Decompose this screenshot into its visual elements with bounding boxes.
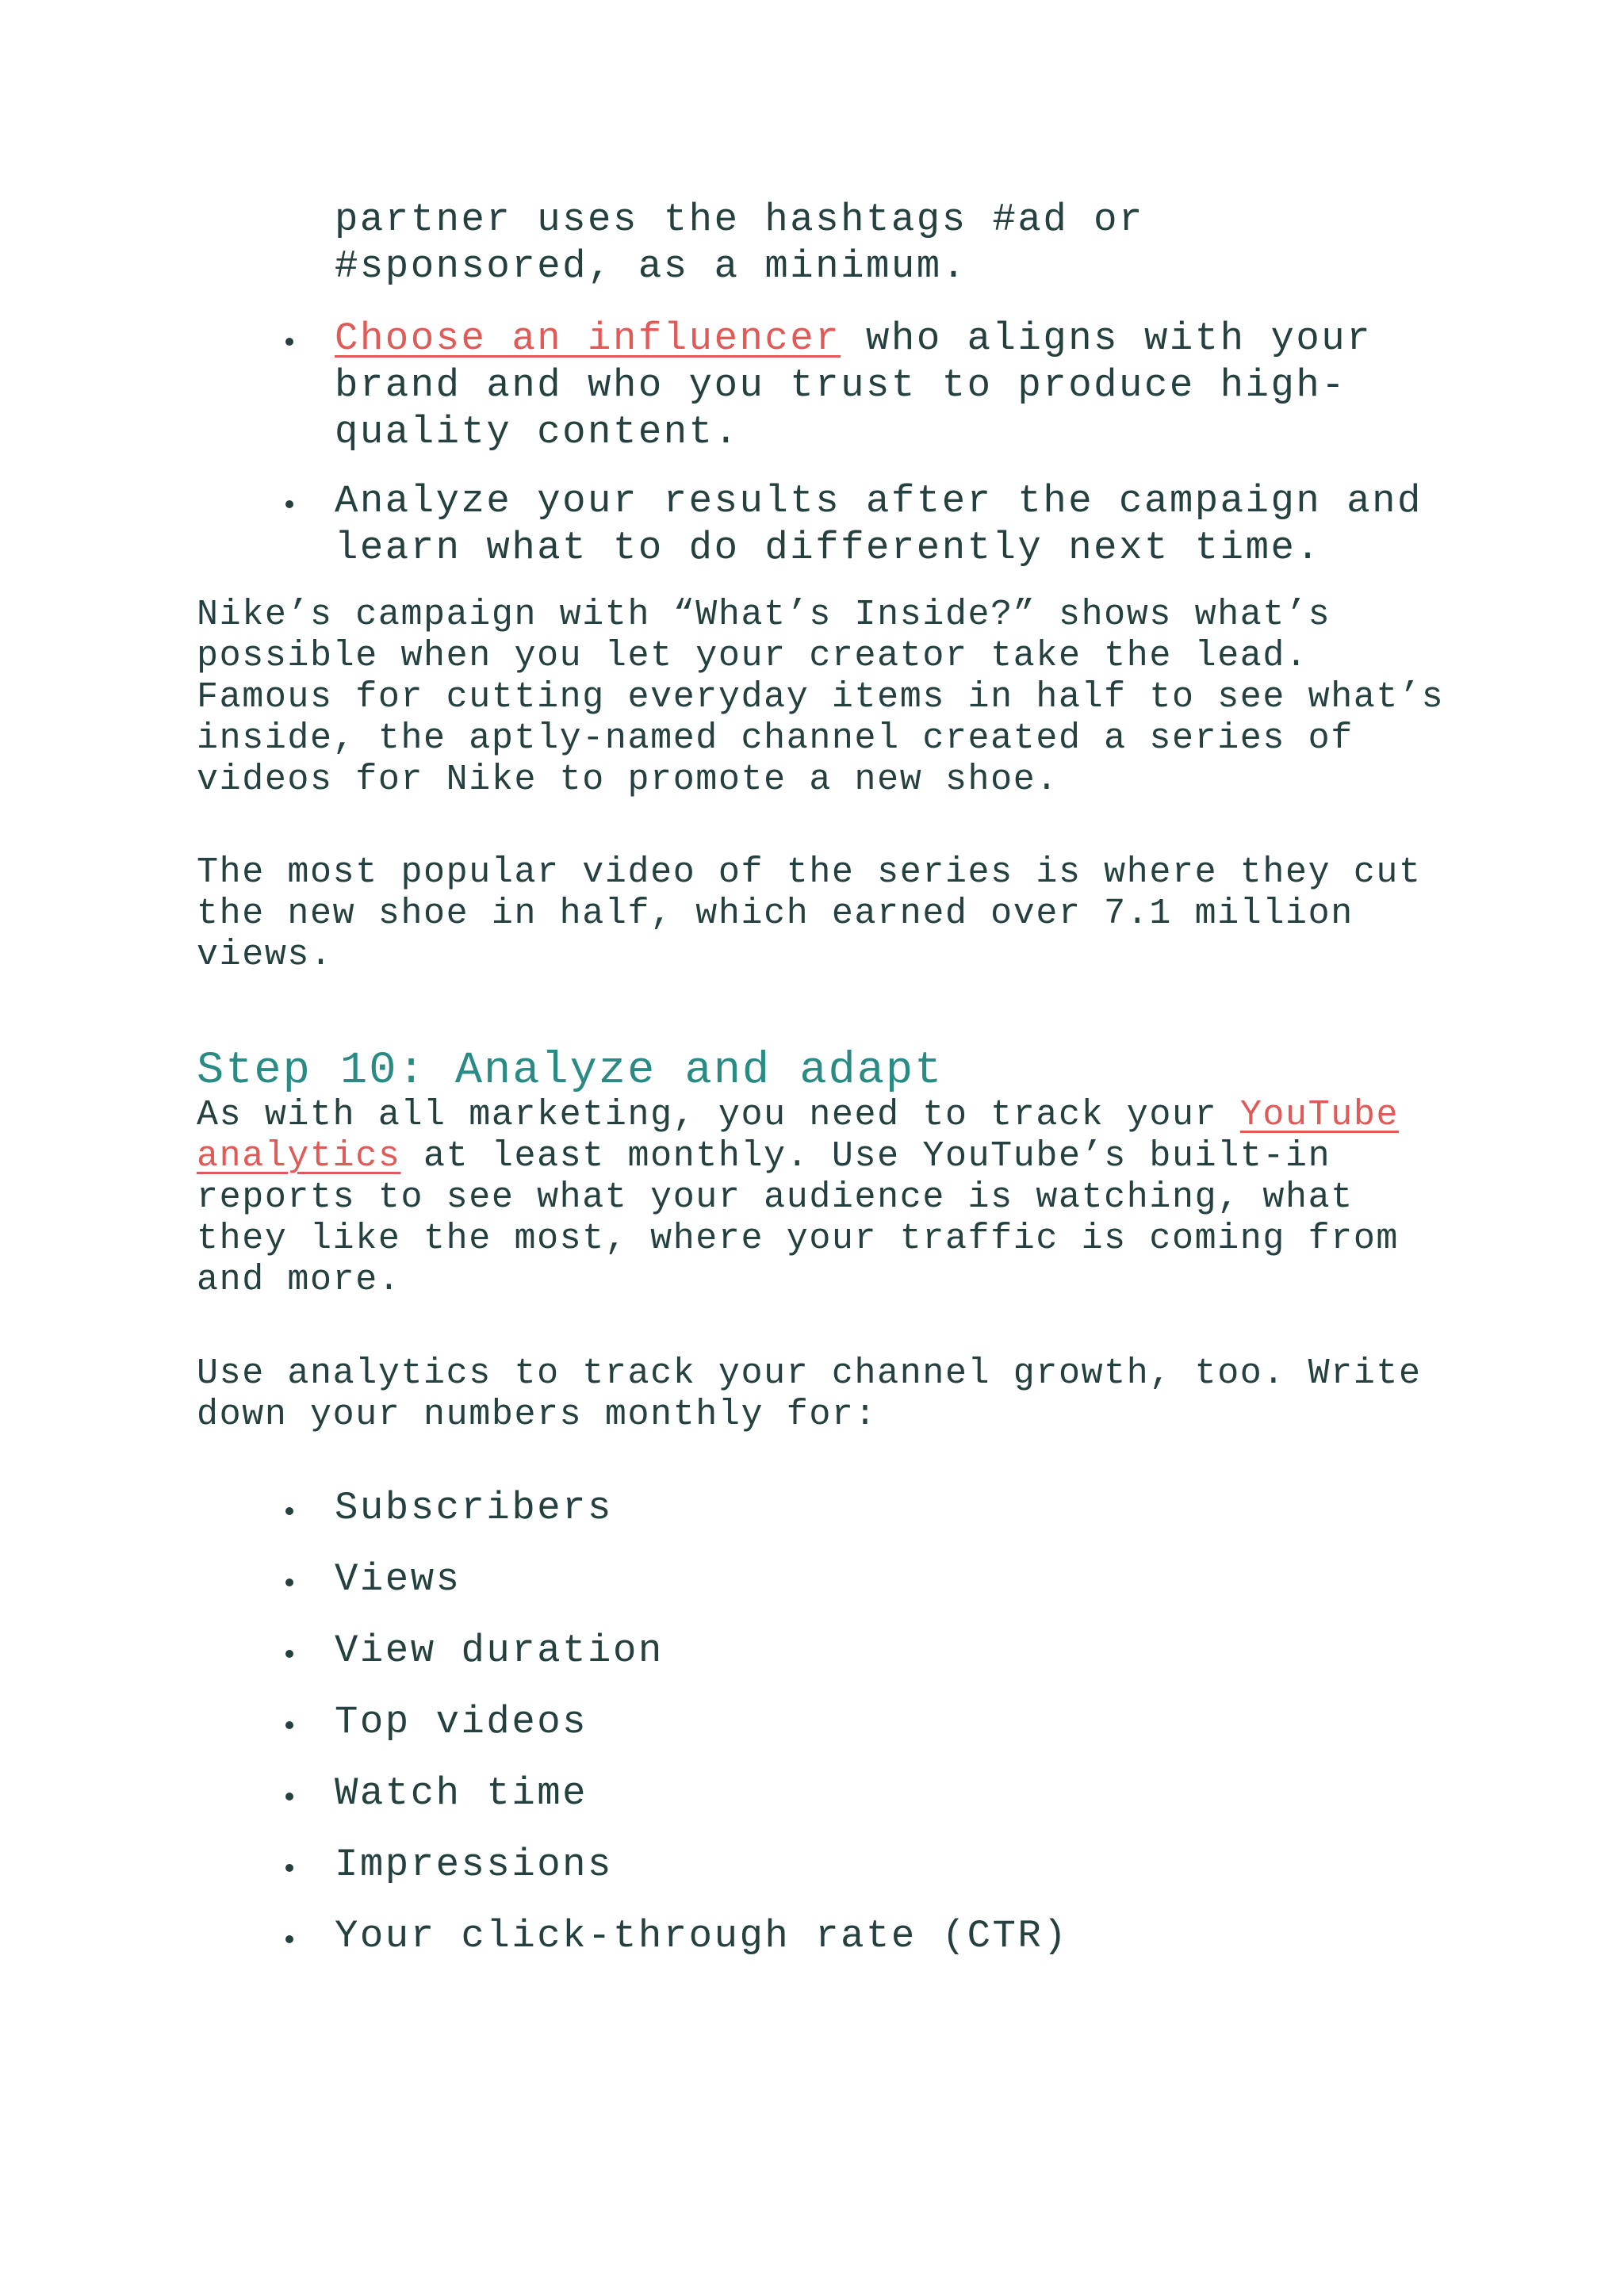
bullet-dot-icon [285,1935,293,1943]
bullet-dot-icon [285,1721,293,1729]
metric-label: Views [335,1557,462,1601]
list-item [0,316,1445,456]
list-item [0,1699,1445,1746]
bullet-list-metrics [0,1485,1445,1960]
step-10-heading: Step 10: Analyze and adapt [197,1046,944,1096]
youtube-analytics-link-part1[interactable]: YouTube [1239,1095,1400,1135]
bullet-dot-icon [285,1578,293,1586]
analytics-text-before: As with all marketing, you need to track your [197,1095,1240,1135]
metric-label: Top videos [335,1700,588,1744]
choose-influencer-link[interactable]: Choose an influencer [335,316,841,361]
analytics-text-after: at least monthly. Use YouTube’s built-in reports to see what your audience is watching, what they like the most, where your traffic is coming from and more. [197,1136,1400,1300]
bullet-continuation-text: partner uses the hashtags #ad or #sponsored, as a minimum. [335,197,1144,289]
nike-campaign-paragraph: Nike’s campaign with “What’s Inside?” shows what’s possible when you let your creator take the lead. Famous for cutting everyday items in half to see what’s inside, the aptly-named channel created a series of videos for Nike to promote a new shoe. [197,595,1445,800]
metric-label: View duration [335,1628,664,1673]
list-item [0,1770,1445,1817]
bullet-dot-icon [285,338,293,346]
list-item-text: Analyze your results after the campaign and learn what to do differently next time. [335,479,1423,570]
metric-label: Subscribers [335,1486,613,1530]
bullet-dot-icon [285,1793,293,1800]
list-item [0,1913,1445,1960]
metric-label: Watch time [335,1771,588,1816]
metric-label: Impressions [335,1843,613,1887]
list-item [0,1556,1445,1603]
bullet-dot-icon [285,1507,293,1515]
metric-label: Your click-through rate (CTR) [335,1914,1069,1958]
list-item [0,1628,1445,1674]
youtube-analytics-link-part2[interactable]: analytics [197,1136,401,1177]
bullet-dot-icon [285,500,293,508]
bullet-dot-icon [285,1650,293,1658]
list-item-text: who aligns with your brand and who you trust to produce high-quality content. [335,316,1373,454]
bullet-list-tips [0,316,1445,572]
track-growth-paragraph: Use analytics to track your channel growth, too. Write down your numbers monthly for: [197,1353,1422,1435]
list-item [0,478,1445,572]
popular-video-paragraph: The most popular video of the series is where they cut the new shoe in half, which earned over 7.1 million views. [197,852,1422,975]
analytics-paragraph [197,1095,1450,1301]
list-item [0,1842,1445,1888]
bullet-dot-icon [285,1864,293,1872]
list-item [0,1485,1445,1532]
